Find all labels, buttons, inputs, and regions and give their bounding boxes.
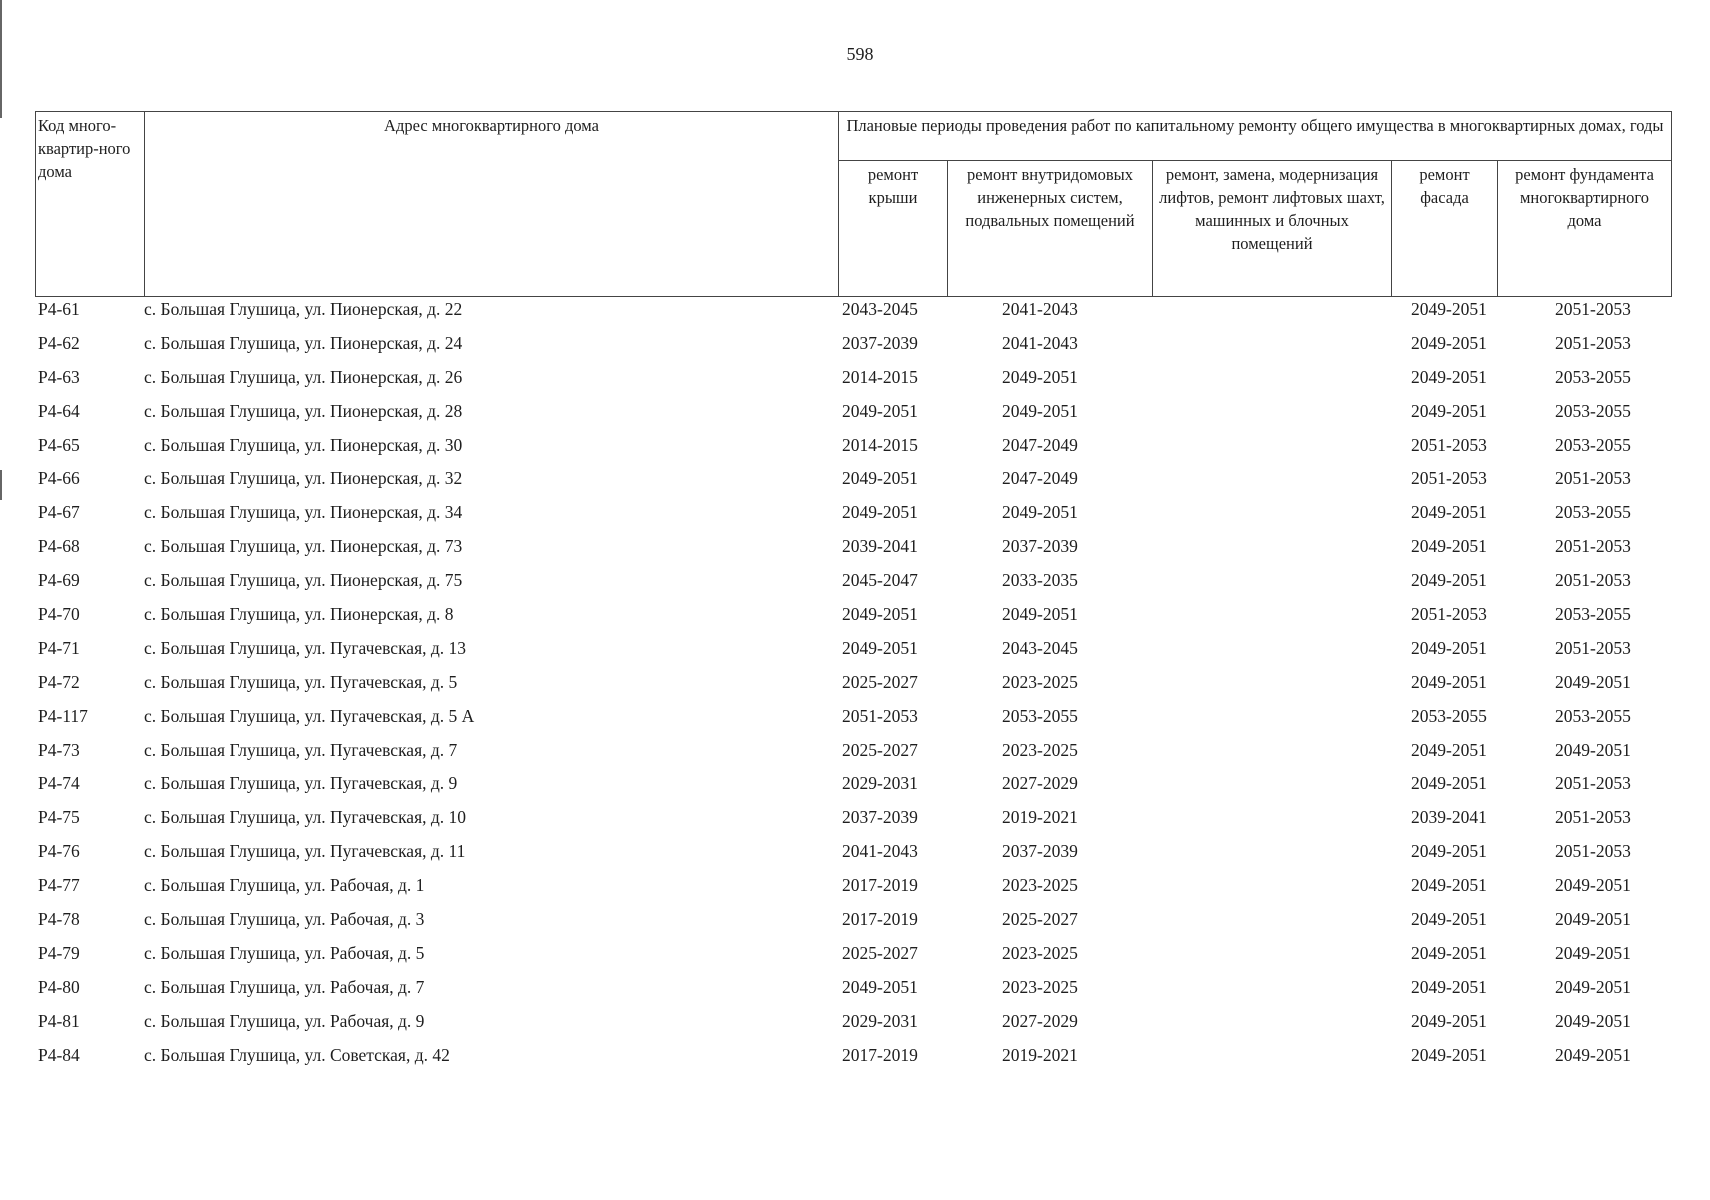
cell-facade: 2049-2051	[1411, 400, 1487, 421]
table-row	[35, 971, 1695, 1005]
cell-roof: 2045-2047	[842, 570, 918, 591]
table-row	[35, 598, 1695, 632]
cell-foundation: 2051-2053	[1555, 332, 1631, 353]
cell-address: с. Большая Глушица, ул. Пионерская, д. 34	[144, 502, 463, 523]
cell-facade: 2049-2051	[1411, 976, 1487, 997]
cell-engineering: 2023-2025	[1002, 942, 1078, 963]
cell-engineering: 2053-2055	[1002, 705, 1078, 726]
cell-code: Р4-71	[38, 637, 80, 658]
cell-engineering: 2033-2035	[1002, 570, 1078, 591]
cell-roof: 2049-2051	[842, 604, 918, 625]
header-code: Код много-квартир-ного дома	[36, 112, 145, 297]
header-facade: ремонт фасада	[1392, 161, 1498, 297]
cell-roof: 2025-2027	[842, 942, 918, 963]
cell-foundation: 2049-2051	[1555, 909, 1631, 930]
cell-code: Р4-75	[38, 807, 80, 828]
cell-facade: 2049-2051	[1411, 536, 1487, 557]
header-periods: Плановые периоды проведения работ по капитальному ремонту общего имущества в многоквартирных домах, годы	[839, 112, 1672, 161]
cell-code: Р4-64	[38, 400, 80, 421]
cell-roof: 2017-2019	[842, 1044, 918, 1065]
cell-address: с. Большая Глушица, ул. Пугачевская, д. 7	[144, 739, 458, 760]
cell-foundation: 2049-2051	[1555, 739, 1631, 760]
cell-code: Р4-72	[38, 671, 80, 692]
cell-address: с. Большая Глушица, ул. Советская, д. 42	[144, 1044, 450, 1065]
cell-roof: 2037-2039	[842, 807, 918, 828]
cell-code: Р4-117	[38, 705, 88, 726]
cell-code: Р4-70	[38, 604, 80, 625]
table-row	[35, 395, 1695, 429]
cell-foundation: 2051-2053	[1555, 841, 1631, 862]
cell-facade: 2049-2051	[1411, 942, 1487, 963]
cell-address: с. Большая Глушица, ул. Пионерская, д. 26	[144, 366, 463, 387]
cell-code: Р4-80	[38, 976, 80, 997]
cell-facade: 2049-2051	[1411, 841, 1487, 862]
cell-address: с. Большая Глушица, ул. Пугачевская, д. 11	[144, 841, 466, 862]
cell-engineering: 2047-2049	[1002, 434, 1078, 455]
cell-foundation: 2053-2055	[1555, 604, 1631, 625]
cell-facade: 2051-2053	[1411, 468, 1487, 489]
table-row	[35, 666, 1695, 700]
header-foundation: ремонт фундамента многоквартирного дома	[1498, 161, 1672, 297]
cell-foundation: 2049-2051	[1555, 875, 1631, 896]
cell-code: Р4-76	[38, 841, 80, 862]
cell-roof: 2017-2019	[842, 909, 918, 930]
table-row	[35, 801, 1695, 835]
table-row	[35, 327, 1695, 361]
cell-engineering: 2049-2051	[1002, 502, 1078, 523]
cell-address: с. Большая Глушица, ул. Пугачевская, д. 5	[144, 671, 458, 692]
cell-code: Р4-67	[38, 502, 80, 523]
header-lifts: ремонт, замена, модернизация лифтов, ремонт лифтовых шахт, машинных и блочных помещений	[1153, 161, 1392, 297]
cell-address: с. Большая Глушица, ул. Рабочая, д. 9	[144, 1010, 425, 1031]
table-row	[35, 700, 1695, 734]
table-body	[35, 293, 1695, 1072]
table-row	[35, 496, 1695, 530]
cell-code: Р4-68	[38, 536, 80, 557]
table-row	[35, 937, 1695, 971]
cell-engineering: 2041-2043	[1002, 332, 1078, 353]
cell-engineering: 2043-2045	[1002, 637, 1078, 658]
cell-engineering: 2025-2027	[1002, 909, 1078, 930]
page-number: 598	[846, 44, 874, 64]
cell-roof: 2025-2027	[842, 671, 918, 692]
cell-code: Р4-61	[38, 299, 80, 319]
cell-facade: 2049-2051	[1411, 332, 1487, 353]
cell-address: с. Большая Глушица, ул. Пугачевская, д. 10	[144, 807, 467, 828]
cell-facade: 2049-2051	[1411, 366, 1487, 387]
cell-foundation: 2051-2053	[1555, 773, 1631, 794]
header-address: Адрес многоквартирного дома	[145, 112, 839, 297]
cell-facade: 2049-2051	[1411, 909, 1487, 930]
cell-address: с. Большая Глушица, ул. Пионерская, д. 28	[144, 400, 463, 421]
cell-address: с. Большая Глушица, ул. Пугачевская, д. 9	[144, 773, 458, 794]
table-row	[35, 869, 1695, 903]
cell-roof: 2014-2015	[842, 366, 918, 387]
table-row	[35, 734, 1695, 768]
cell-code: Р4-62	[38, 332, 80, 353]
table-row	[35, 632, 1695, 666]
cell-code: Р4-79	[38, 942, 80, 963]
table-row	[35, 835, 1695, 869]
cell-code: Р4-73	[38, 739, 80, 760]
cell-facade: 2051-2053	[1411, 604, 1487, 625]
table-row	[35, 429, 1695, 463]
cell-roof: 2014-2015	[842, 434, 918, 455]
cell-address: с. Большая Глушица, ул. Пионерская, д. 24	[144, 332, 463, 353]
cell-engineering: 2037-2039	[1002, 841, 1078, 862]
table-row	[35, 361, 1695, 395]
cell-foundation: 2053-2055	[1555, 400, 1631, 421]
header-engineering: ремонт внутридомовых инженерных систем, подвальных помещений	[948, 161, 1153, 297]
cell-roof: 2017-2019	[842, 875, 918, 896]
cell-engineering: 2023-2025	[1002, 976, 1078, 997]
cell-address: с. Большая Глушица, ул. Рабочая, д. 3	[144, 909, 425, 930]
cell-facade: 2049-2051	[1411, 1010, 1487, 1031]
cell-address: с. Большая Глушица, ул. Рабочая, д. 1	[144, 875, 425, 896]
cell-code: Р4-81	[38, 1010, 80, 1031]
cell-engineering: 2041-2043	[1002, 299, 1078, 319]
cell-address: с. Большая Глушица, ул. Рабочая, д. 5	[144, 942, 425, 963]
cell-roof: 2049-2051	[842, 468, 918, 489]
header-roof: ремонт крыши	[839, 161, 948, 297]
cell-facade: 2049-2051	[1411, 1044, 1487, 1065]
cell-facade: 2049-2051	[1411, 637, 1487, 658]
table-header	[35, 111, 1672, 297]
cell-code: Р4-69	[38, 570, 80, 591]
cell-address: с. Большая Глушица, ул. Пионерская, д. 22	[144, 299, 463, 319]
cell-roof: 2049-2051	[842, 502, 918, 523]
cell-facade: 2049-2051	[1411, 502, 1487, 523]
table-row	[35, 767, 1695, 801]
table-row	[35, 903, 1695, 937]
cell-address: с. Большая Глушица, ул. Рабочая, д. 7	[144, 976, 425, 997]
cell-roof: 2025-2027	[842, 739, 918, 760]
cell-foundation: 2049-2051	[1555, 671, 1631, 692]
cell-engineering: 2037-2039	[1002, 536, 1078, 557]
table-row	[35, 530, 1695, 564]
table-row	[35, 293, 1695, 327]
cell-foundation: 2051-2053	[1555, 637, 1631, 658]
cell-facade: 2051-2053	[1411, 434, 1487, 455]
table-row	[35, 564, 1695, 598]
cell-foundation: 2053-2055	[1555, 705, 1631, 726]
table-row	[35, 1005, 1695, 1039]
cell-foundation: 2053-2055	[1555, 502, 1631, 523]
cell-roof: 2049-2051	[842, 400, 918, 421]
cell-engineering: 2019-2021	[1002, 807, 1078, 828]
cell-foundation: 2051-2053	[1555, 807, 1631, 828]
cell-engineering: 2023-2025	[1002, 671, 1078, 692]
cell-roof: 2049-2051	[842, 976, 918, 997]
cell-facade: 2053-2055	[1411, 705, 1487, 726]
cell-engineering: 2049-2051	[1002, 604, 1078, 625]
cell-foundation: 2053-2055	[1555, 434, 1631, 455]
cell-code: Р4-65	[38, 434, 80, 455]
cell-facade: 2049-2051	[1411, 773, 1487, 794]
cell-facade: 2049-2051	[1411, 299, 1487, 319]
cell-roof: 2029-2031	[842, 773, 918, 794]
cell-foundation: 2053-2055	[1555, 366, 1631, 387]
cell-roof: 2043-2045	[842, 299, 918, 319]
cell-engineering: 2047-2049	[1002, 468, 1078, 489]
cell-roof: 2051-2053	[842, 705, 918, 726]
cell-code: Р4-84	[38, 1044, 80, 1065]
cell-engineering: 2049-2051	[1002, 400, 1078, 421]
table-row	[35, 1039, 1695, 1073]
cell-code: Р4-63	[38, 366, 80, 387]
cell-address: с. Большая Глушица, ул. Пионерская, д. 73	[144, 536, 463, 557]
cell-code: Р4-74	[38, 773, 80, 794]
cell-engineering: 2027-2029	[1002, 773, 1078, 794]
cell-address: с. Большая Глушица, ул. Пугачевская, д. 5 А	[144, 705, 475, 726]
cell-facade: 2049-2051	[1411, 671, 1487, 692]
cell-foundation: 2051-2053	[1555, 570, 1631, 591]
table-row	[35, 462, 1695, 496]
cell-foundation: 2049-2051	[1555, 1044, 1631, 1065]
cell-roof: 2039-2041	[842, 536, 918, 557]
cell-foundation: 2051-2053	[1555, 299, 1631, 319]
cell-foundation: 2049-2051	[1555, 942, 1631, 963]
scan-edge-mark	[0, 470, 2, 500]
cell-engineering: 2023-2025	[1002, 875, 1078, 896]
cell-address: с. Большая Глушица, ул. Пионерская, д. 30	[144, 434, 463, 455]
cell-engineering: 2027-2029	[1002, 1010, 1078, 1031]
cell-roof: 2029-2031	[842, 1010, 918, 1031]
cell-roof: 2041-2043	[842, 841, 918, 862]
cell-facade: 2049-2051	[1411, 570, 1487, 591]
cell-foundation: 2051-2053	[1555, 536, 1631, 557]
cell-engineering: 2049-2051	[1002, 366, 1078, 387]
cell-engineering: 2023-2025	[1002, 739, 1078, 760]
cell-roof: 2049-2051	[842, 637, 918, 658]
cell-address: с. Большая Глушица, ул. Пионерская, д. 75	[144, 570, 463, 591]
cell-foundation: 2049-2051	[1555, 976, 1631, 997]
cell-facade: 2049-2051	[1411, 875, 1487, 896]
cell-code: Р4-78	[38, 909, 80, 930]
cell-engineering: 2019-2021	[1002, 1044, 1078, 1065]
cell-code: Р4-66	[38, 468, 80, 489]
cell-address: с. Большая Глушица, ул. Пионерская, д. 32	[144, 468, 463, 489]
cell-facade: 2049-2051	[1411, 739, 1487, 760]
cell-foundation: 2049-2051	[1555, 1010, 1631, 1031]
cell-facade: 2039-2041	[1411, 807, 1487, 828]
cell-code: Р4-77	[38, 875, 80, 896]
cell-roof: 2037-2039	[842, 332, 918, 353]
cell-foundation: 2051-2053	[1555, 468, 1631, 489]
cell-address: с. Большая Глушица, ул. Пугачевская, д. 13	[144, 637, 467, 658]
cell-address: с. Большая Глушица, ул. Пионерская, д. 8	[144, 604, 454, 625]
